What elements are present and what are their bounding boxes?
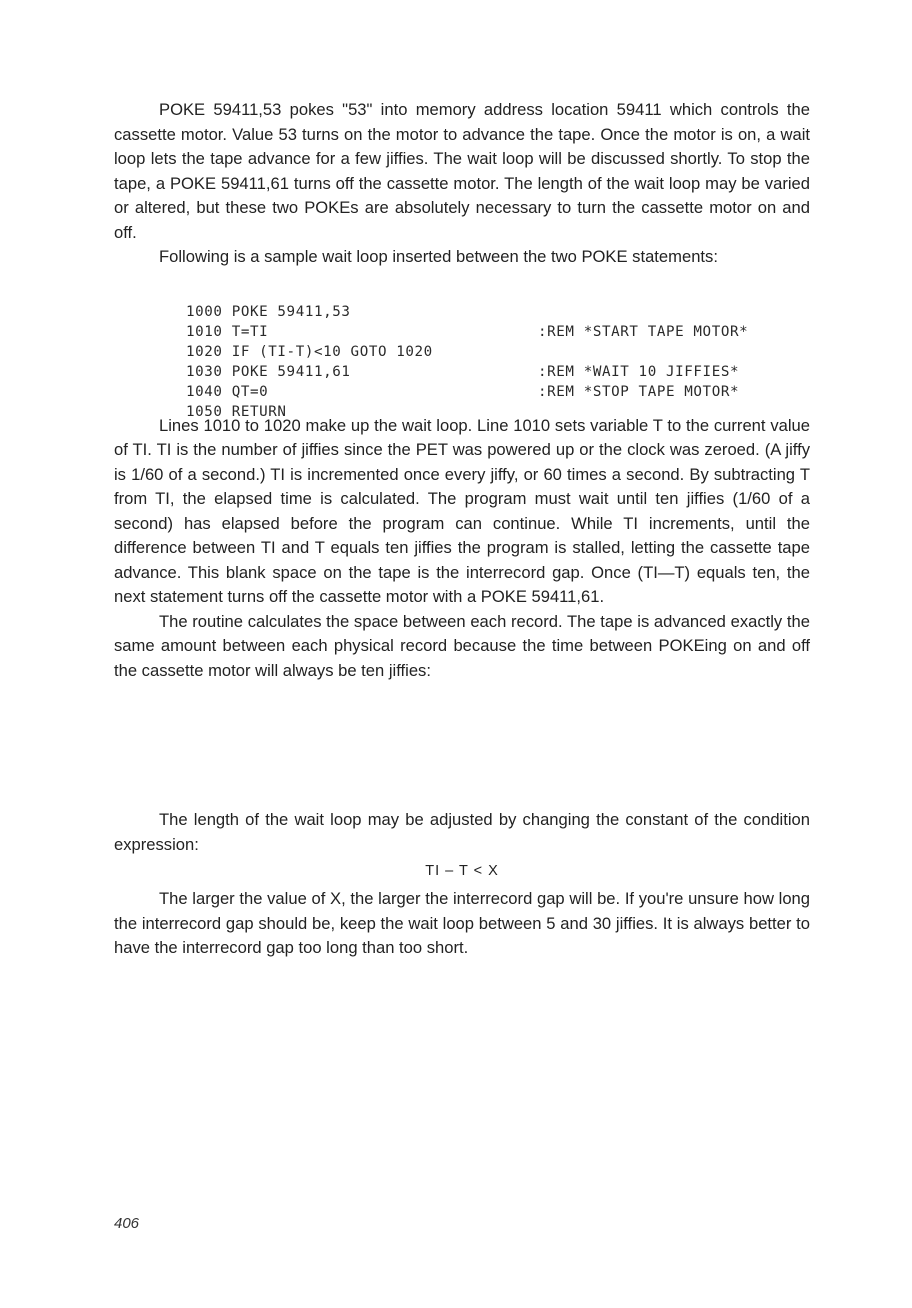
page-number: 406 — [114, 1215, 140, 1232]
condition-formula: TI – T < X — [425, 863, 499, 879]
code-statement: 1000 POKE 59411,53 — [186, 303, 351, 320]
paragraph-text: The larger the value of X, the larger the interrecord gap will be. If you're unsure how long the interrecord gap should be, keep the wait loop between 5 and 30 jiffies. It is always better to have the interrecord gap too long than too short. — [114, 889, 810, 957]
paragraph-sample-intro — [114, 245, 810, 270]
paragraph-record-spacing — [114, 610, 810, 684]
paragraph-text: The length of the wait loop may be adjusted by changing the constant of the condition expression: — [114, 810, 810, 854]
paragraph-text: The routine calculates the space between each record. The tape is advanced exactly the same amount between each physical record because the time between POKEing on and off the cassette motor will always be ten jiffies: — [114, 611, 810, 680]
code-remark: :REM *WAIT 10 JIFFIES* — [538, 363, 740, 380]
code-listing — [114, 282, 810, 420]
code-remark: :REM *START TAPE MOTOR* — [538, 323, 749, 340]
code-statement: 1010 T=TI — [186, 323, 269, 340]
paragraph-poke-explanation — [114, 98, 810, 245]
code-statement: 1050 RETURN — [186, 403, 287, 420]
code-statement: 1030 POKE 59411,61 — [186, 363, 351, 380]
blank-figure-space — [114, 683, 810, 808]
code-remark: :REM *STOP TAPE MOTOR* — [538, 383, 740, 400]
paragraph-text: Following is a sample wait loop inserted between the two POKE statements: — [159, 247, 718, 266]
code-line — [186, 382, 287, 420]
paragraph-text: POKE 59411,53 pokes "53" into memory address location 59411 which controls the cassette motor. Value 53 turns on the motor to advance the tape. Once the motor is on, a wait loop lets the tape advance for a few jiffies. The wait loop will be discussed shortly. To stop the tape, a POKE 59411,61 turns off the cassette motor. The length of the wait loop may be varied or altered, but these two POKEs are absolutely necessary to turn the cassette motor on and off. — [114, 100, 810, 242]
paragraph-adjust-length — [114, 808, 810, 857]
code-statement: 1040 QT=0 — [186, 383, 269, 400]
paragraph-text: Lines 1010 to 1020 make up the wait loop. Line 1010 sets variable T to the current value of TI. TI is the number of jiffies since the PET was powered up or the clock was zeroed. (A jiffy is 1/60 of a second.) TI is incremented once every jiffy, or 60 times a second. By subtracting T from TI, the elapsed time is calculated. The program must wait until ten jiffies (1/60 of a second) has elapsed before the program can continue. While TI increments, until the difference between TI and T equals ten jiffies the program is stalled, letting the cassette tape advance. This blank space on the tape is the interrecord gap. Once (TI—T) equals ten, the next statement turns off the cassette motor with a POKE 59411,61. — [114, 415, 810, 606]
code-statement: 1020 IF (TI-T)<10 GOTO 1020 — [186, 343, 433, 360]
paragraph-gap-advice — [114, 887, 810, 961]
page-body — [114, 98, 810, 961]
